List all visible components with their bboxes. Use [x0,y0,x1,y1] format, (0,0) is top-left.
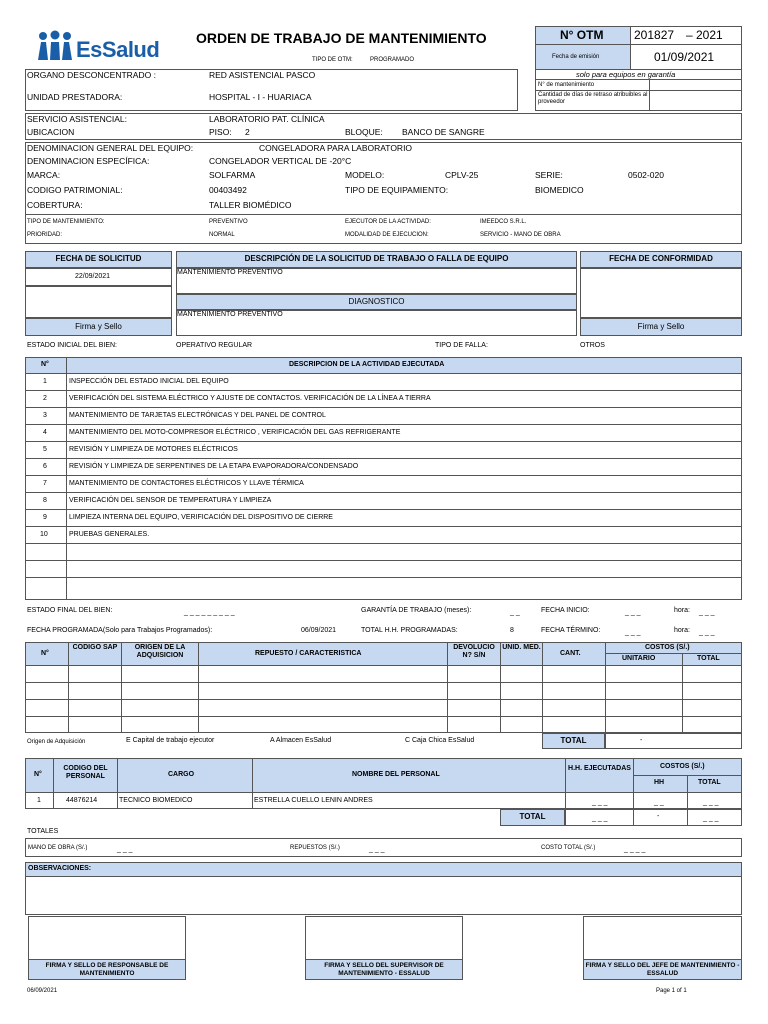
hora2-value: _ _ _ [699,629,715,636]
per-row-hh: _ _ _ [592,799,608,806]
estado-final-label: ESTADO FINAL DEL BIEN: [27,607,113,614]
per-total-cost: _ _ _ [703,815,719,822]
per-h-cargo: CARGO [168,771,195,778]
activity-num: 5 [43,446,47,453]
activity-num: 3 [43,412,47,419]
garantia-value: _ _ [510,609,520,616]
activity-text: MANTENIMIENTO DEL MOTO-COMPRESOR ELÉCTRICO , VERIFICACIÓN DEL GAS REFRIGERANTE [69,429,401,436]
per-row-cargo: TECNICO BIOMEDICO [119,797,193,804]
act-num-header: N° [41,361,49,368]
den-esp-label: DENOMINACION ESPECÍFICA: [27,156,150,166]
desc-value: MANTENIMIENTO PREVENTIVO [177,269,283,276]
diag-header: DIAGNOSTICO [176,294,577,310]
garantia-note: solo para equipos en garantía [576,70,676,79]
marca-label: MARCA: [27,170,61,180]
retraso-label: Cantidad de días de retraso atribuibles al proveedor [538,92,648,105]
activity-num: 6 [43,463,47,470]
marca-value: SOLFARMA [209,170,256,180]
tipo-falla-value: OTROS [580,342,605,349]
servicio-box [25,113,742,140]
den-esp-value: CONGELADOR VERTICAL DE -20°C [209,156,352,166]
nro-mant-label: N° de mantenimiento [538,82,595,88]
modalidad-label: MODALIDAD DE EJECUCION: [345,232,429,238]
rep-total-value: - [640,737,643,744]
hora-label: hora: [674,607,690,614]
fecha-prog-label: FECHA PROGRAMADA(Solo para Trabajos Programados): [27,627,213,634]
brand-name: EsSalud [76,37,160,62]
firma-label-3: FIRMA Y SELLO DEL JEFE DE MANTENIMIENTO - ESSALUD [583,959,742,980]
tipo-eq-label: TIPO DE EQUIPAMIENTO: [345,185,449,195]
tipo-mant-value: PREVENTIVO [209,219,248,225]
estado-ini-label: ESTADO INICIAL DEL BIEN: [27,342,117,349]
otm-label: N° OTM [560,28,604,42]
family-icon [36,30,74,62]
activity-num: 10 [40,531,48,538]
fecha-sol-value: 22/09/2021 [75,273,111,280]
footer-page: Page 1 of 1 [656,988,687,994]
rep-h-rep: REPUESTO / CARACTERISTICA [255,650,362,657]
per-row-costo-hh: _ _ [654,799,664,806]
servicio-label: SERVICIO ASISTENCIAL: [27,114,127,124]
hora-value: _ _ _ [699,609,715,616]
rep-total-label: TOTAL [542,733,605,749]
unidad-label: UNIDAD PRESTADORA: [27,92,123,102]
activity-text: MANTENIMIENTO DE CONTACTORES ELÉCTRICOS Y LLAVE TÉRMICA [69,480,304,487]
modelo-label: MODELO: [345,170,385,180]
footer-date: 06/09/2021 [27,988,58,994]
bloque-label: BLOQUE: [345,127,383,137]
rep-h-dev: DEVOLUCION? S/N [453,644,495,660]
cobertura-value: TALLER BIOMÉDICO [209,200,292,210]
per-h-hh: H.H. EJECUTADAS [568,765,631,772]
totales-label: TOTALES [27,828,59,835]
per-h-cod: CODIGO DEL PERSONAL [63,765,108,781]
per-row-nombre: ESTRELLA CUELLO LENIN ANDRES [254,797,373,804]
piso-value: 2 [245,127,250,137]
fecha-term-label: FECHA TÉRMINO: [541,627,601,634]
ejecutor-value: IMEEDCO S.R.L. [480,219,527,225]
rep-total-totales-value: _ _ _ [369,846,385,853]
diag-value: MANTENIMIENTO PREVENTIVO [177,311,283,318]
fecha-emision-label: Fecha de emisión [552,54,600,60]
per-total-cost-hh: - [657,813,660,820]
rep-h-cod: CODIGO SAP [72,644,118,651]
activity-num: 2 [43,395,47,402]
firma-sello-2: Firma y Sello [580,318,742,336]
piso-label: PISO: [209,127,232,137]
tipo-otm-value: PROGRAMADO [370,57,415,63]
fecha-inicio-label: FECHA INICIO: [541,607,590,614]
activity-text: REVISIÓN Y LIMPIEZA DE MOTORES ELÉCTRICOS [69,446,238,453]
serie-label: SERIE: [535,170,563,180]
activity-text: INSPECCIÓN DEL ESTADO INICIAL DEL EQUIPO [69,378,229,385]
cod-pat-label: CODIGO PATRIMONIAL: [27,185,123,195]
activity-num: 8 [43,497,47,504]
prioridad-value: NORMAL [209,232,235,238]
cod-pat-value: 00403492 [209,185,247,195]
activity-text: MANTENIMIENTO DE TARJETAS ELECTRÓNICAS Y DEL PANEL DE CONTROL [69,412,326,419]
activity-text: VERIFICACIÓN DEL SENSOR DE TEMPERATURA Y LIMPIEZA [69,497,272,504]
cobertura-label: COBERTURA: [27,200,83,210]
per-row-cod: 44876214 [66,797,98,804]
fecha-emision-value: 01/09/2021 [654,50,715,64]
act-desc-header: DESCRIPCION DE LA ACTIVIDAD EJECUTADA [289,361,445,368]
per-h-costos: COSTOS (S/.) [660,763,705,770]
observaciones-label: OBSERVACIONES: [28,865,92,872]
fecha-prog-value: 06/09/2021 [301,627,337,634]
tipo-mant-label: TIPO DE MANTENIMIENTO: [27,219,105,225]
firma-label-2: FIRMA Y SELLO DEL SUPERVISOR DE MANTENIMIENTO - ESSALUD [305,959,463,980]
fecha-term-value: _ _ _ [625,629,641,636]
fecha-conf-header: FECHA DE CONFORMIDAD [580,251,742,268]
activity-text: PRUEBAS GENERALES. [69,531,150,538]
activity-num: 7 [43,480,47,487]
activity-num: 4 [43,429,47,436]
per-total-label: TOTAL [500,809,565,826]
origen-opt-e: E Capital de trabajo ejecutor [126,737,215,744]
costo-total-label: COSTO TOTAL (S/.) [541,845,596,851]
firma-sello-1: Firma y Sello [25,318,172,336]
servicio-value: LABORATORIO PAT. CLÍNICA [209,114,325,124]
unidad-value: HOSPITAL - I - HUARIACA [209,92,312,102]
essalud-logo [36,30,171,64]
activity-num: 1 [43,378,47,385]
total-hh-value: 8 [510,627,514,634]
ejecutor-label: EJECUTOR DE LA ACTIVIDAD: [345,219,431,225]
per-row-costo-total: _ _ _ [703,799,719,806]
hora2-label: hora: [674,627,690,634]
tipo-otm-label: TIPO DE OTM: [312,57,353,63]
origen-opt-c: C Caja Chica EsSalud [405,737,475,744]
rep-h-unit: UNITARIO [622,655,656,662]
bloque-value: BANCO DE SANGRE [402,127,485,137]
rep-total-totales-label: REPUESTOS (S/.) [290,845,340,851]
organo-label: ORGANO DESCONCENTRADO : [27,70,156,80]
rep-h-costos: COSTOS (S/.) [645,644,690,651]
mano-label: MANO DE OBRA (S/.) [28,845,88,851]
fecha-sol-header: FECHA DE SOLICITUD [25,251,172,268]
per-h-hh2: HH [654,779,665,786]
rep-h-total: TOTAL [697,655,720,662]
origen-label: Origen de Adquisición [27,739,86,745]
per-h-total: TOTAL [698,779,721,786]
per-total-hh: _ _ _ [592,815,608,822]
rep-h-num: N° [41,650,49,657]
tipo-eq-value: BIOMEDICO [535,185,584,195]
garantia-label: GARANTÍA DE TRABAJO (meses): [361,607,472,614]
actividades-table [25,357,742,600]
modalidad-value: SERVICIO - MANO DE OBRA [480,232,561,238]
mano-value: _ _ _ [117,846,133,853]
per-h-nombre: NOMBRE DEL PERSONAL [352,771,440,778]
otm-number: 201827 [634,28,675,42]
ubicacion-label: UBICACION [27,127,75,137]
origen-opt-a: A Almacen EsSalud [270,737,332,744]
per-h-num: N° [34,771,42,778]
prioridad-label: PRIORIDAD: [27,232,63,238]
fecha-inicio-value: _ _ _ [625,609,641,616]
den-gen-label: DENOMINACION GENERAL DEL EQUIPO: [27,143,194,153]
costo-total-value: _ _ _ _ [624,846,646,853]
organo-value: RED ASISTENCIAL PASCO [209,70,316,80]
total-hh-label: TOTAL H.H. PROGRAMADAS: [361,627,458,634]
per-row-num: 1 [37,797,41,804]
activity-text: LIMPIEZA INTERNA DEL EQUIPO, VERIFICACIÓN DEL DISPOSITIVO DE CIERRE [69,514,333,521]
rep-h-unid: UNID. MED. [502,644,541,651]
modelo-value: CPLV-25 [445,170,479,180]
activity-text: VERIFICACIÓN DEL SISTEMA ELÉCTRICO Y AJUSTE DE CONTACTOS. VERIFICACIÓN DE LA LÍNEA A TIERRA [69,395,431,402]
activity-text: REVISIÓN Y LIMPIEZA DE SERPENTINES DE LA ETAPA EVAPORADORA/CONDENSADO [69,463,359,470]
den-gen-value: CONGELADORA PARA LABORATORIO [259,143,413,153]
desc-header: DESCRIPCIÓN DE LA SOLICITUD DE TRABAJO O FALLA DE EQUIPO [176,251,577,268]
serie-value: 0502-020 [628,170,664,180]
rep-h-cant: CANT. [560,650,581,657]
activity-num: 9 [43,514,47,521]
page-title: ORDEN DE TRABAJO DE MANTENIMIENTO [196,30,487,46]
estado-final-value: _ _ _ _ _ _ _ _ _ [184,609,235,616]
otm-year: – 2021 [686,28,723,42]
rep-h-origen: ORIGEN DE LA ADQUISICION [134,644,186,660]
firma-label-1: FIRMA Y SELLO DE RESPONSABLE DE MANTENIMIENTO [28,959,186,980]
tipo-falla-label: TIPO DE FALLA: [435,342,488,349]
estado-ini-value: OPERATIVO REGULAR [176,342,253,349]
